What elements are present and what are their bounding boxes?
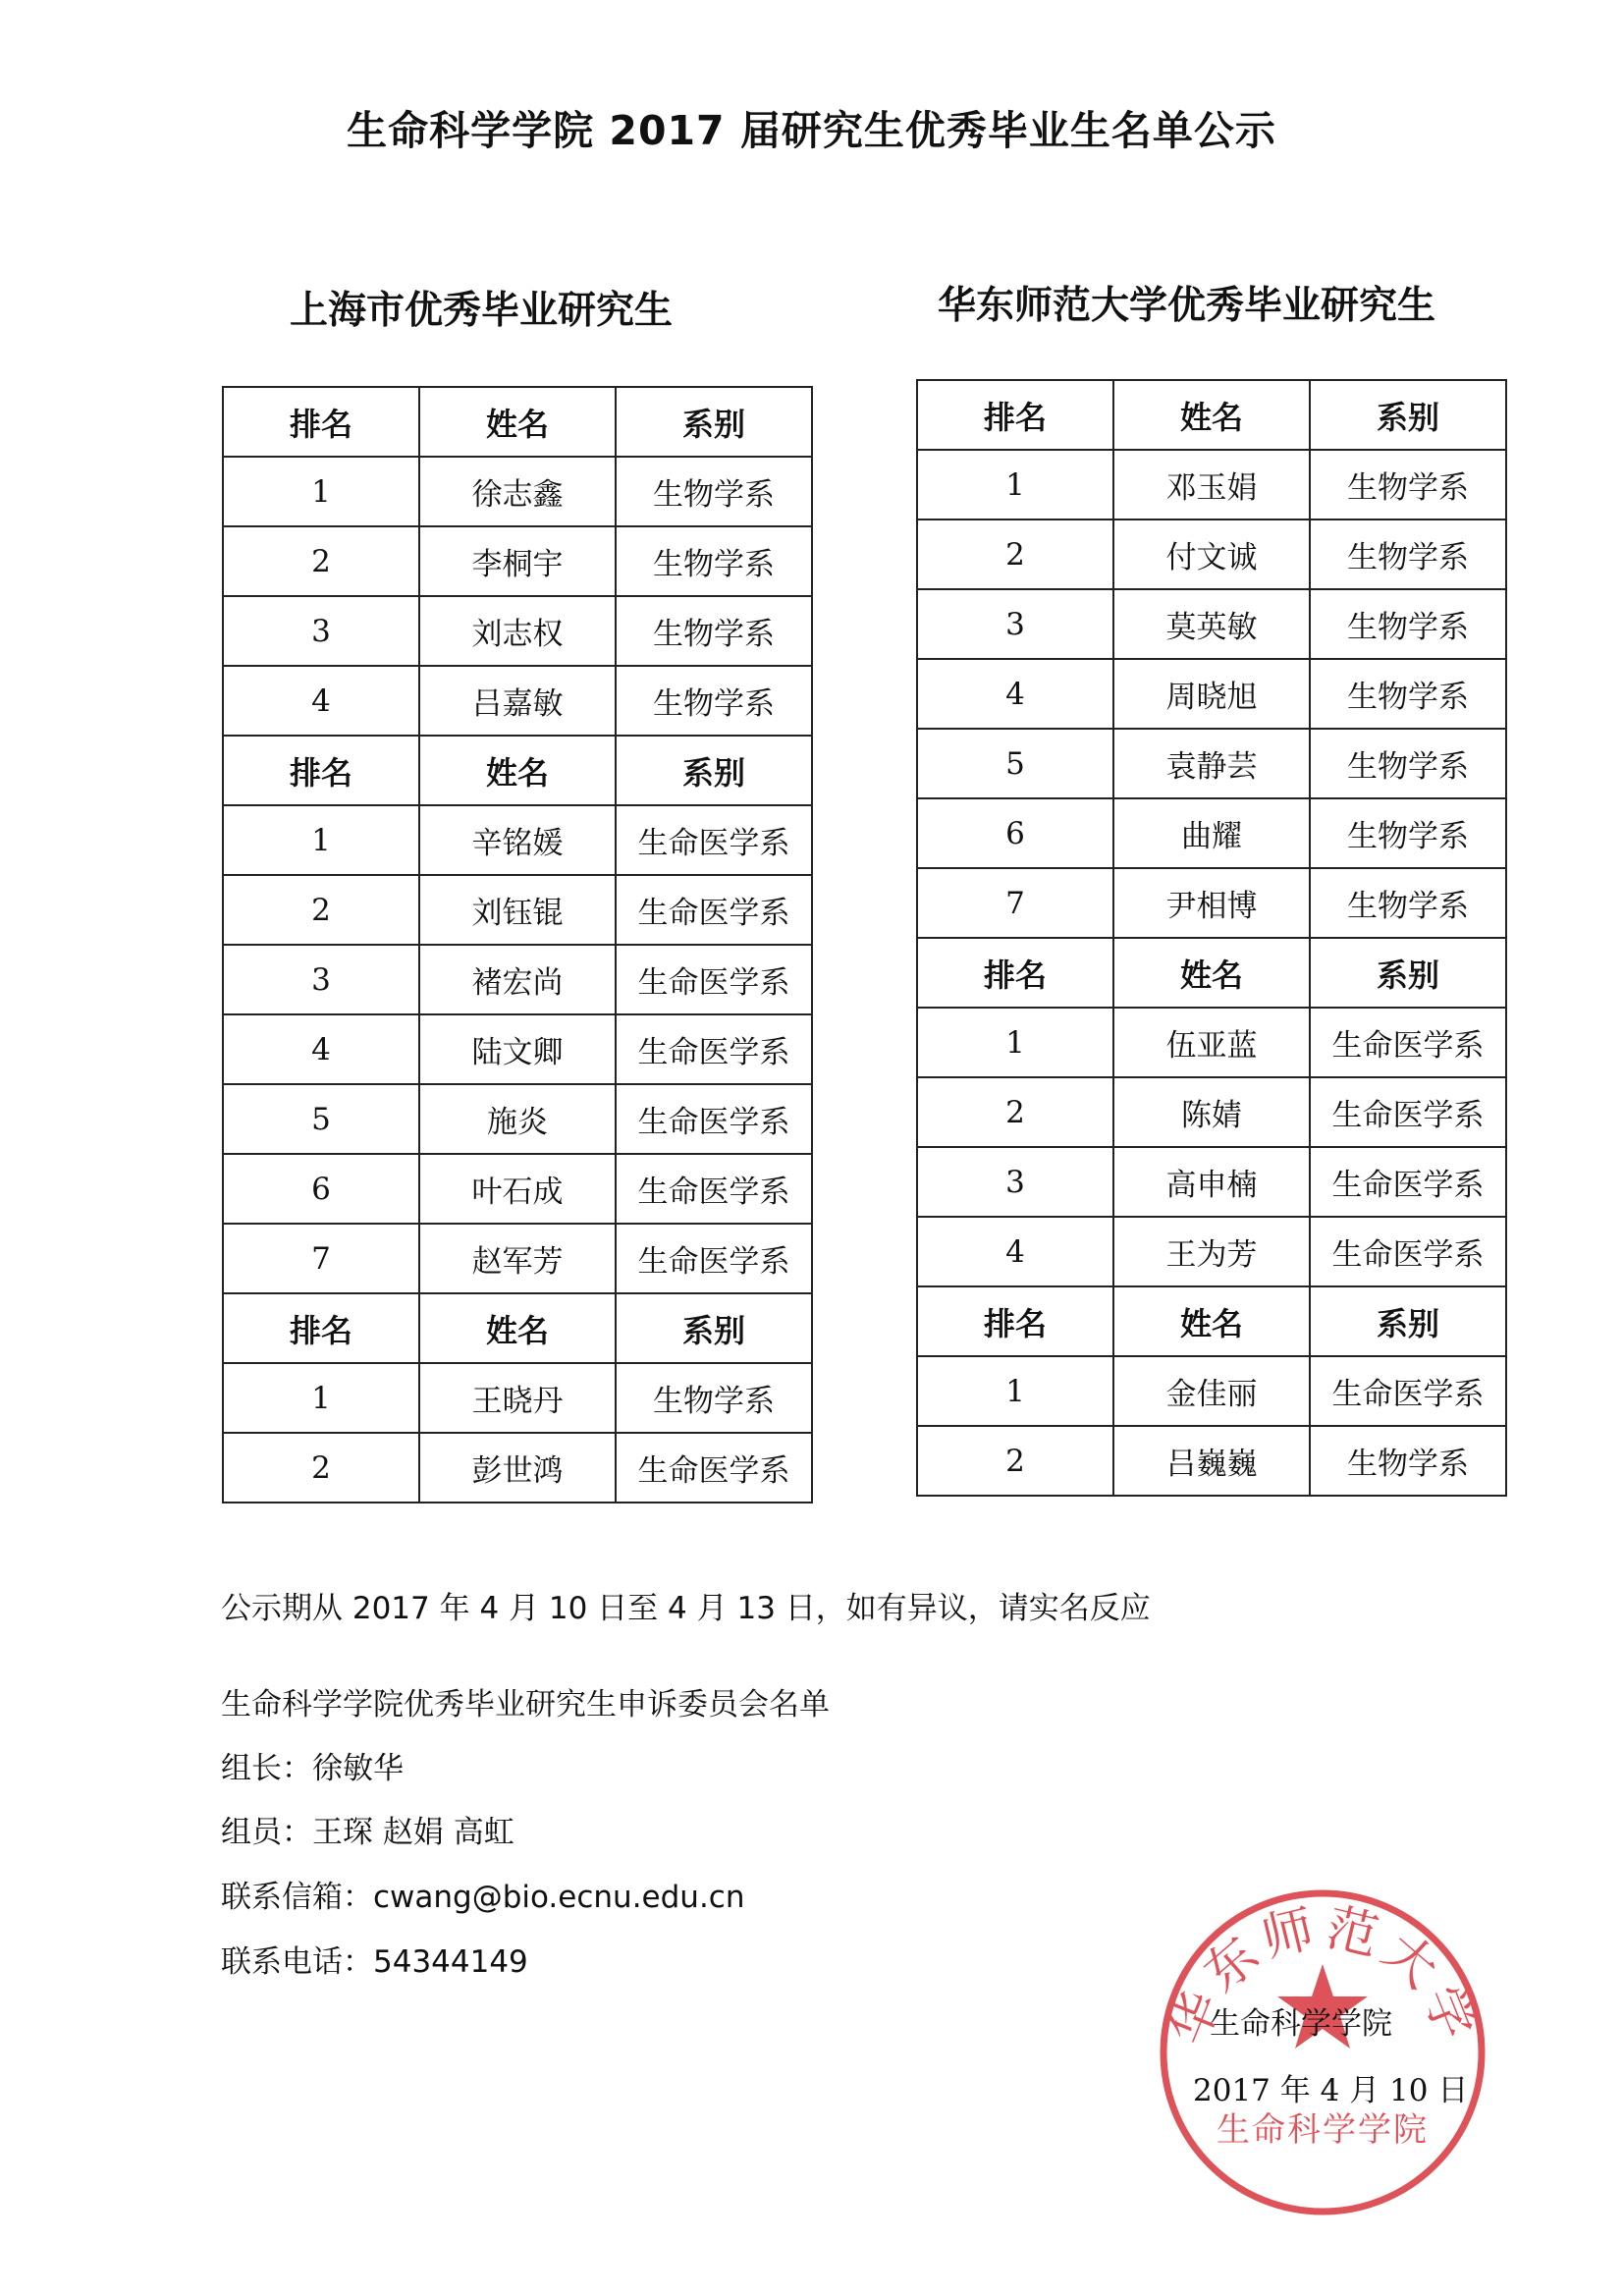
dept-cell: 生物学系	[616, 457, 812, 526]
dept-cell: 生物学系	[1310, 868, 1506, 938]
table-row	[917, 659, 1506, 729]
table-header-row	[223, 736, 812, 805]
rank-cell: 2	[223, 1433, 419, 1503]
dept-cell: 生命医学系	[1310, 1077, 1506, 1147]
dept-header: 系别	[1310, 1286, 1506, 1356]
dept-header: 系别	[616, 1293, 812, 1363]
dept-cell: 生物学系	[616, 1363, 812, 1433]
name-cell: 赵军芳	[419, 1224, 616, 1293]
name-header: 姓名	[419, 387, 616, 457]
dept-cell: 生命医学系	[1310, 1008, 1506, 1077]
ecnu-roster-table	[916, 379, 1507, 1497]
table-row	[223, 945, 812, 1014]
name-cell: 陆文卿	[419, 1014, 616, 1084]
rank-cell: 2	[223, 875, 419, 945]
dept-header: 系别	[616, 736, 812, 805]
name-cell: 彭世鸿	[419, 1433, 616, 1503]
dept-cell: 生命医学系	[1310, 1356, 1506, 1426]
page-title: 生命科学学院 2017 届研究生优秀毕业生名单公示	[347, 107, 1276, 154]
table-row	[223, 596, 812, 666]
rank-header: 排名	[917, 1286, 1113, 1356]
rank-cell: 7	[223, 1224, 419, 1293]
dept-cell: 生命医学系	[616, 1084, 812, 1154]
name-cell: 付文诚	[1113, 519, 1310, 589]
rank-cell: 1	[917, 1008, 1113, 1077]
seal-inner-text: 生命科学学院	[1217, 2110, 1429, 2150]
table-row	[223, 1224, 812, 1293]
dept-cell: 生命医学系	[616, 1224, 812, 1293]
name-cell: 吕嘉敏	[419, 666, 616, 736]
rank-cell: 5	[917, 729, 1113, 798]
table-row	[223, 1433, 812, 1503]
rank-cell: 1	[223, 457, 419, 526]
name-header: 姓名	[1113, 380, 1310, 450]
name-header: 姓名	[1113, 938, 1310, 1008]
dept-header: 系别	[616, 387, 812, 457]
rank-cell: 1	[223, 805, 419, 875]
table-row	[917, 1217, 1506, 1286]
table-row	[223, 1014, 812, 1084]
dept-header: 系别	[1310, 380, 1506, 450]
table-header-row	[223, 1293, 812, 1363]
name-header: 姓名	[1113, 1286, 1310, 1356]
committee-title: 生命科学学院优秀毕业研究生申诉委员会名单	[221, 1687, 830, 1722]
name-cell: 曲耀	[1113, 798, 1310, 868]
name-cell: 王晓丹	[419, 1363, 616, 1433]
name-cell: 吕巍巍	[1113, 1426, 1310, 1496]
table-row	[917, 1426, 1506, 1496]
committee-members: 组员：王琛 赵娟 高虹	[221, 1815, 514, 1850]
contact-phone: 联系电话：54344149	[221, 1944, 528, 1980]
dept-cell: 生物学系	[1310, 450, 1506, 519]
table-header-row	[917, 380, 1506, 450]
name-cell: 尹相博	[1113, 868, 1310, 938]
table-row	[917, 1077, 1506, 1147]
name-cell: 周晓旭	[1113, 659, 1310, 729]
rank-cell: 4	[223, 666, 419, 736]
table-row	[917, 1356, 1506, 1426]
right-heading: 华东师范大学优秀毕业研究生	[938, 284, 1436, 328]
table-row	[917, 519, 1506, 589]
left-heading: 上海市优秀毕业研究生	[290, 289, 674, 333]
rank-cell: 3	[223, 945, 419, 1014]
table-row	[223, 666, 812, 736]
table-row	[223, 1084, 812, 1154]
rank-cell: 4	[917, 659, 1113, 729]
name-cell: 褚宏尚	[419, 945, 616, 1014]
dept-cell: 生物学系	[616, 526, 812, 596]
table-row	[223, 457, 812, 526]
rank-cell: 1	[223, 1363, 419, 1433]
table-row	[917, 798, 1506, 868]
dept-cell: 生物学系	[1310, 519, 1506, 589]
dept-cell: 生命医学系	[616, 875, 812, 945]
rank-cell: 2	[223, 526, 419, 596]
dept-cell: 生命医学系	[616, 805, 812, 875]
table-row	[917, 450, 1506, 519]
rank-cell: 7	[917, 868, 1113, 938]
rank-cell: 5	[223, 1084, 419, 1154]
name-cell: 李桐宇	[419, 526, 616, 596]
rank-header: 排名	[917, 380, 1113, 450]
name-cell: 金佳丽	[1113, 1356, 1310, 1426]
rank-cell: 2	[917, 1426, 1113, 1496]
rank-cell: 3	[223, 596, 419, 666]
dept-cell: 生物学系	[1310, 589, 1506, 659]
table-row	[917, 868, 1506, 938]
rank-cell: 4	[223, 1014, 419, 1084]
name-cell: 辛铭媛	[419, 805, 616, 875]
dept-cell: 生物学系	[1310, 659, 1506, 729]
rank-header: 排名	[223, 387, 419, 457]
dept-cell: 生命医学系	[1310, 1147, 1506, 1217]
table-row	[223, 1154, 812, 1224]
name-cell: 刘钰锟	[419, 875, 616, 945]
dept-cell: 生命医学系	[616, 1014, 812, 1084]
signature-org: 生命科学学院	[1210, 2006, 1392, 2042]
notice-period: 公示期从 2017 年 4 月 10 日至 4 月 13 日，如有异议，请实名反应	[221, 1591, 1151, 1626]
table-row	[917, 1147, 1506, 1217]
rank-header: 排名	[917, 938, 1113, 1008]
name-cell: 邓玉娟	[1113, 450, 1310, 519]
rank-cell: 1	[917, 1356, 1113, 1426]
dept-cell: 生命医学系	[616, 1433, 812, 1503]
rank-header: 排名	[223, 1293, 419, 1363]
contact-email: 联系信箱：cwang@bio.ecnu.edu.cn	[221, 1880, 745, 1915]
rank-cell: 6	[223, 1154, 419, 1224]
table-row	[223, 526, 812, 596]
dept-cell: 生物学系	[1310, 1426, 1506, 1496]
rank-cell: 6	[917, 798, 1113, 868]
name-cell: 王为芳	[1113, 1217, 1310, 1286]
seal-ring	[1163, 1893, 1482, 2212]
dept-cell: 生物学系	[1310, 729, 1506, 798]
rank-header: 排名	[223, 736, 419, 805]
dept-cell: 生物学系	[1310, 798, 1506, 868]
table-row	[223, 875, 812, 945]
dept-cell: 生命医学系	[616, 1154, 812, 1224]
table-header-row	[223, 387, 812, 457]
dept-cell: 生物学系	[616, 666, 812, 736]
name-cell: 叶石成	[419, 1154, 616, 1224]
name-header: 姓名	[419, 736, 616, 805]
table-header-row	[917, 938, 1506, 1008]
committee-leader: 组长：徐敏华	[221, 1751, 404, 1786]
rank-cell: 2	[917, 1077, 1113, 1147]
official-seal	[1154, 1884, 1492, 2222]
signature-date: 2017 年 4 月 10 日	[1193, 2073, 1469, 2108]
table-row	[917, 1008, 1506, 1077]
name-cell: 伍亚蓝	[1113, 1008, 1310, 1077]
dept-cell: 生命医学系	[616, 945, 812, 1014]
table-row	[917, 729, 1506, 798]
table-row	[223, 805, 812, 875]
name-cell: 袁静芸	[1113, 729, 1310, 798]
rank-cell: 4	[917, 1217, 1113, 1286]
name-cell: 徐志鑫	[419, 457, 616, 526]
name-header: 姓名	[419, 1293, 616, 1363]
name-cell: 施炎	[419, 1084, 616, 1154]
dept-cell: 生命医学系	[1310, 1217, 1506, 1286]
dept-header: 系别	[1310, 938, 1506, 1008]
name-cell: 莫英敏	[1113, 589, 1310, 659]
name-cell: 刘志权	[419, 596, 616, 666]
rank-cell: 2	[917, 519, 1113, 589]
table-row	[223, 1363, 812, 1433]
seal-outer-text: 华东师范大学	[1158, 1897, 1488, 2053]
rank-cell: 3	[917, 589, 1113, 659]
dept-cell: 生物学系	[616, 596, 812, 666]
shanghai-roster-table	[222, 386, 813, 1503]
name-cell: 高申楠	[1113, 1147, 1310, 1217]
table-header-row	[917, 1286, 1506, 1356]
rank-cell: 3	[917, 1147, 1113, 1217]
table-row	[917, 589, 1506, 659]
rank-cell: 1	[917, 450, 1113, 519]
name-cell: 陈婧	[1113, 1077, 1310, 1147]
